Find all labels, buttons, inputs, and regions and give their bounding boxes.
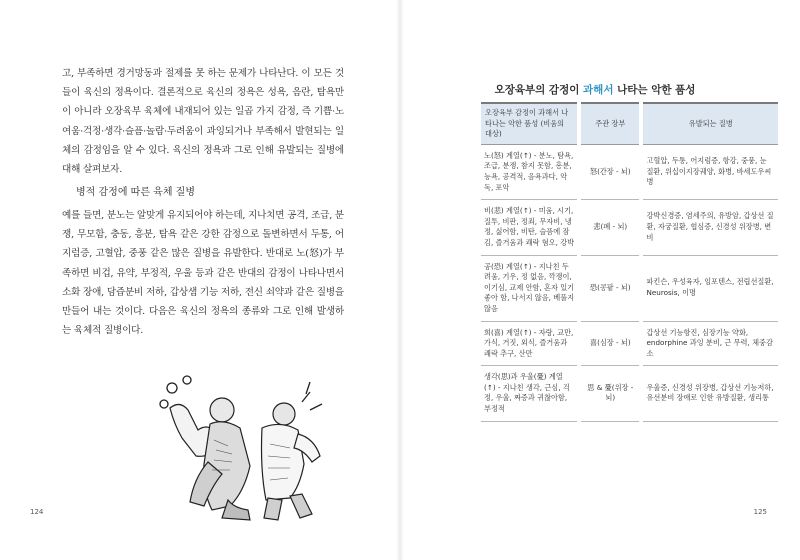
cell-organ: 怒(간장 - 뇌) <box>579 144 641 199</box>
paragraph-example: 예를 들면, 분노는 알맞게 유지되어야 하는데, 지나치면 공격, 조급, 분쟁, 무모함, 충동, 흥분, 탐욕 같은 강한 감정으로 돌변하면서 두통, 어지럼증, 고혈압, 중풍 같은 많은 질병을 유발한다. 반대로 노(怒)가 부족하면 비겁, 유약, 부정적, 우울 등과 같은 반대의 감정이 나타나면서 소화 장애, 담즙분비 저하, 갑상샘 기능 저하, 전신 쇠약과 같은 질병을 만들어 내는 것이다. 다음은 육신의 정욕의 종류와 그로 인해 발생하는 육체적 질병이다. <box>62 210 344 337</box>
header-disease: 유발되는 질병 <box>641 103 778 144</box>
vices-table <box>481 102 778 422</box>
table-row <box>481 321 778 366</box>
table-row <box>481 255 778 321</box>
page-number-right: 125 <box>753 508 767 516</box>
title-text-after: 나타는 악한 품성 <box>613 84 696 96</box>
angry-man-illustration <box>150 370 345 525</box>
header-emotion: 오장육부 감정이 과해서 나타나는 악한 품성 (비움의 대상) <box>481 103 579 144</box>
cell-emotion: 공(恐) 계열(↑) - 지나친 두려움, 기우, 정 없음, 깍쟁이, 이기심, 교제 안함, 혼자 있기 좋아 함, 나서지 않음, 베풀지 않음 <box>481 255 579 321</box>
cell-emotion: 비(悲) 계열(↑) - 미움, 시기, 질투, 비판, 정죄, 무자비, 냉정, 싫어함, 비탄, 슬픔에 잠김, 즐거움과 쾌락 혐오, 강박 <box>481 200 579 255</box>
right-page <box>400 0 800 560</box>
table-title <box>430 82 760 97</box>
page-number-left: 124 <box>30 508 44 516</box>
cell-disease: 고혈압, 두통, 어지럼증, 항강, 중풍, 눈 질환, 위십이지장궤양, 화병, 바세도우씨병 <box>641 144 778 199</box>
table-row <box>481 144 778 199</box>
cell-disease: 강박신경증, 염세주의, 유방암, 갑상선 질환, 자궁질환, 협심증, 신경성 위장병, 변비 <box>641 200 778 255</box>
cell-organ: 悲(폐 - 뇌) <box>579 200 641 255</box>
cell-organ: 恐(콩팥 - 뇌) <box>579 255 641 321</box>
cell-emotion: 노(怒) 계열(↑) - 분노, 탐욕, 조급, 분쟁, 참지 못함, 흥분, 능욕, 공격적, 음욕과다, 악독, 포악 <box>481 144 579 199</box>
header-organ: 주관 장부 <box>579 103 641 144</box>
cell-organ: 喜(심장 - 뇌) <box>579 321 641 366</box>
section-subheading: 병적 감정에 따른 육체 질병 <box>76 187 195 198</box>
cell-emotion: 생각(思)과 우울(憂) 계열(↑) - 지나친 생각, 근심, 걱정, 우울, 짜증과 귀찮아함, 부정적 <box>481 366 579 421</box>
table-row <box>481 200 778 255</box>
title-text-before: 오장육부의 감정이 <box>494 84 584 96</box>
title-accent-word: 과해서 <box>583 84 614 96</box>
paragraph-intro: 고, 부족하면 경거망동과 절제를 못 하는 문제가 나타난다. 이 모든 것들이 육신의 정욕이다. 결론적으로 육신의 정욕은 성욕, 음란, 탐욕만이 아니라 오장육부 육체에 내재되어 있는 일곱 가지 감정, 즉 기쁨·노여움·걱정·생각·슬픔·놀람·두려움이 과잉되거나 부족해서 발현되는 일체의 감정임을 알 수 있다. 육신의 정욕과 그로 인해 유발되는 질병에 대해 살펴보자. <box>62 68 344 176</box>
cell-disease: 파킨슨, 우성육자, 임포텐스, 전립선질환, Neurosis, 이명 <box>641 255 778 321</box>
cell-emotion: 희(喜) 계열(↑) - 자랑, 교만, 가식, 거짓, 외식, 즐거움과 쾌락 추구, 산만 <box>481 321 579 366</box>
table-row <box>481 366 778 421</box>
table-header-row <box>481 103 778 144</box>
cell-disease: 우울증, 신경성 위장병, 갑상선 기능저하, 유선분비 장애로 인한 유방질환, 생리통 <box>641 366 778 421</box>
cell-disease: 갑상선 기능항진, 심장기능 약화, endorphine 과잉 분비, 근 무력, 체중감소 <box>641 321 778 366</box>
cell-organ: 思 & 憂(위장 - 뇌) <box>579 366 641 421</box>
